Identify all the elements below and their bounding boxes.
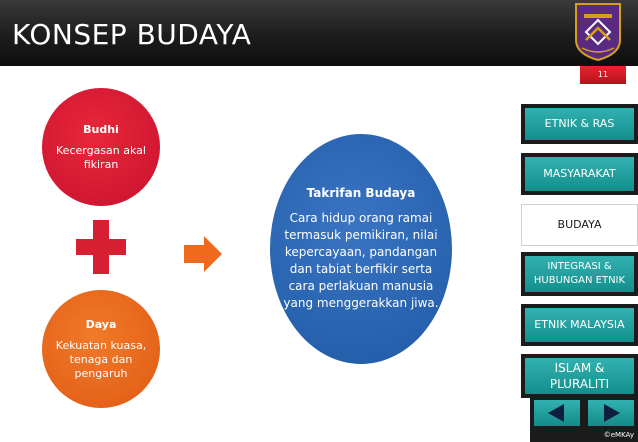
- nav-label: INTEGRASI & HUBUNGAN ETNIK: [525, 256, 634, 292]
- nav-budaya[interactable]: [521, 204, 638, 246]
- arrow-right-icon: [184, 236, 222, 272]
- budhi-title: Budhi: [83, 122, 119, 136]
- budhi-circle: [42, 88, 160, 206]
- daya-title: Daya: [85, 317, 117, 331]
- budhi-text: Kecergasan akal fikiran: [56, 143, 146, 171]
- nav-integrasi-hubungan-etnik[interactable]: [521, 252, 638, 296]
- plus-icon: [76, 220, 126, 274]
- page-title: KONSEP BUDAYA: [12, 18, 252, 51]
- takrifan-circle: [270, 134, 452, 364]
- daya-circle: [42, 290, 160, 408]
- footer-credit: ©eMKAy: [530, 428, 638, 442]
- nav-islam-pluraliti[interactable]: [521, 354, 638, 398]
- takrifan-title: Takrifan Budaya: [306, 186, 416, 200]
- play-next-icon: [588, 400, 634, 426]
- next-slide-button[interactable]: [588, 400, 634, 426]
- playback-controls: [530, 398, 638, 428]
- play-previous-icon: [534, 400, 580, 426]
- nav-label: ETNIK MALAYSIA: [525, 308, 634, 342]
- header-bar: [0, 0, 638, 66]
- previous-slide-button[interactable]: [534, 400, 580, 426]
- nav-label: ETNIK & RAS: [525, 108, 634, 140]
- nav-label: MASYARAKAT: [525, 157, 634, 191]
- nav-label: BUDAYA: [525, 208, 634, 242]
- daya-text: Kekuatan kuasa, tenaga dan pengaruh: [55, 338, 147, 380]
- nav-masyarakat[interactable]: [521, 153, 638, 195]
- takrifan-text: Cara hidup orang ramai termasuk pemikiran, nilai kepercayaan, pandangan dan tabiat berfikir serta cara perlakuan manusia yang menggerakkan jiwa.: [283, 211, 439, 310]
- nav-etnik-malaysia[interactable]: [521, 304, 638, 346]
- university-logo-icon: [570, 2, 626, 62]
- slide-number-badge: 11: [580, 66, 626, 84]
- nav-etnik-ras[interactable]: [521, 104, 638, 144]
- nav-label: ISLAM & PLURALITI: [525, 358, 634, 394]
